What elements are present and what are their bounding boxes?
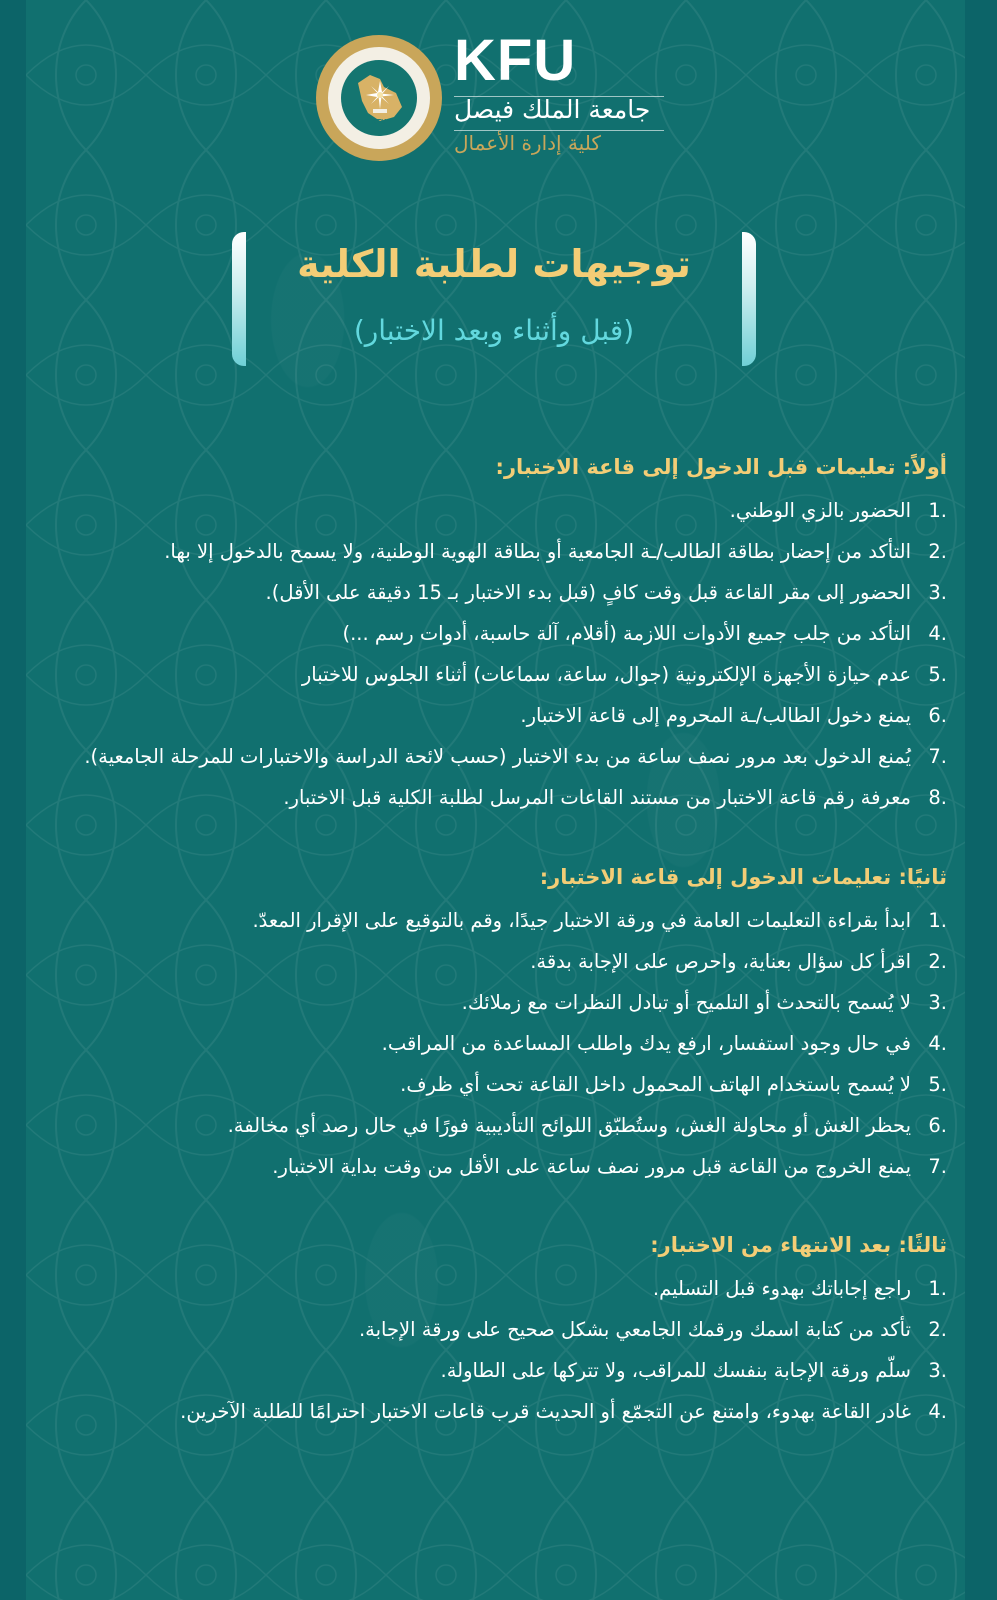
kfu-logo — [316, 28, 676, 163]
section-after-exam — [36, 1230, 947, 1432]
list-item: 7. يمنع الخروج من القاعة قبل مرور نصف ساعة على الأقل من وقت بداية الاختبار. — [272, 1155, 947, 1178]
poster-page — [26, 0, 965, 1600]
list-item: 4. غادر القاعة بهدوء، وامتنع عن التجمّع أو الحديث قرب قاعات الاختبار احترامًا للطلبة الآخرين. — [180, 1400, 947, 1423]
list-item: 3. لا يُسمح بالتحدث أو التلميح أو تبادل النظرات مع زملائك. — [461, 991, 947, 1014]
logo-abbreviation: KFU — [454, 28, 577, 93]
list-item: 2. تأكد من كتابة اسمك ورقمك الجامعي بشكل صحيح على ورقة الإجابة. — [358, 1318, 947, 1341]
seal-center-label: KFU — [371, 119, 387, 126]
list-item: 5. لا يُسمح باستخدام الهاتف المحمول داخل القاعة تحت أي ظرف. — [400, 1073, 947, 1096]
list-item: 6. يحظر الغش أو محاولة الغش، وستُطبّق اللوائح التأديبية فورًا في حال رصد أي مخالفة. — [227, 1114, 947, 1137]
university-name: جامعة الملك فيصل — [454, 95, 651, 124]
list-item: 1. ابدأ بقراءة التعليمات العامة في ورقة الاختبار جيدًا، وقم بالتوقيع على الإقرار المعدّ. — [252, 909, 947, 932]
instruction-list — [36, 490, 947, 818]
instruction-list — [36, 900, 947, 1187]
university-seal — [316, 35, 442, 161]
list-item: 6. يمنع دخول الطالب/ـة المحروم إلى قاعة الاختبار. — [520, 704, 947, 727]
list-item: 3. الحضور إلى مقر القاعة قبل وقت كافٍ (قبل بدء الاختبار بـ 15 دقيقة على الأقل). — [265, 581, 947, 604]
list-item: 2. التأكد من إحضار بطاقة الطالب/ـة الجامعية أو بطاقة الهوية الوطنية، ولا يسمح بالدخول إلا بها. — [164, 540, 947, 563]
list-item: 8. معرفة رقم قاعة الاختبار من مستند القاعات المرسل لطلبة الكلية قبل الاختبار. — [283, 786, 947, 809]
list-item: 2. اقرأ كل سؤال بعناية، واحرص على الإجابة بدقة. — [530, 950, 947, 973]
list-item: 7. يُمنع الدخول بعد مرور نصف ساعة من بدء الاختبار (حسب لائحة الدراسة والاختبارات للمرحلة الجامعية). — [84, 745, 947, 768]
section-heading: أولاً: تعليمات قبل الدخول إلى قاعة الاختبار: — [495, 455, 947, 479]
section-before-exam — [36, 452, 947, 818]
section-heading: ثانيًا: تعليمات الدخول إلى قاعة الاختبار: — [539, 865, 947, 889]
title-banner — [232, 232, 756, 366]
page-title: توجيهات لطلبة الكلية — [297, 242, 691, 286]
list-item: 3. سلّم ورقة الإجابة بنفسك للمراقب، ولا تتركها على الطاولة. — [440, 1359, 947, 1382]
list-item: 4. في حال وجود استفسار، ارفع يدك واطلب المساعدة من المراقب. — [381, 1032, 947, 1055]
list-item: 1. راجع إجاباتك بهدوء قبل التسليم. — [652, 1277, 947, 1300]
list-item: 1. الحضور بالزي الوطني. — [729, 499, 947, 522]
list-item: 5. عدم حيازة الأجهزة الإلكترونية (جوال، ساعة، سماعات) أثناء الجلوس للاختبار — [301, 663, 947, 686]
section-entering-exam — [36, 862, 947, 1187]
college-name: كلية إدارة الأعمال — [454, 131, 601, 155]
section-heading: ثالثًا: بعد الانتهاء من الاختبار: — [650, 1233, 947, 1257]
page-subtitle: (قبل وأثناء وبعد الاختبار) — [353, 314, 635, 347]
instruction-list — [36, 1268, 947, 1432]
list-item: 4. التأكد من جلب جميع الأدوات اللازمة (أقلام، آلة حاسبة، أدوات رسم ...) — [342, 622, 947, 645]
